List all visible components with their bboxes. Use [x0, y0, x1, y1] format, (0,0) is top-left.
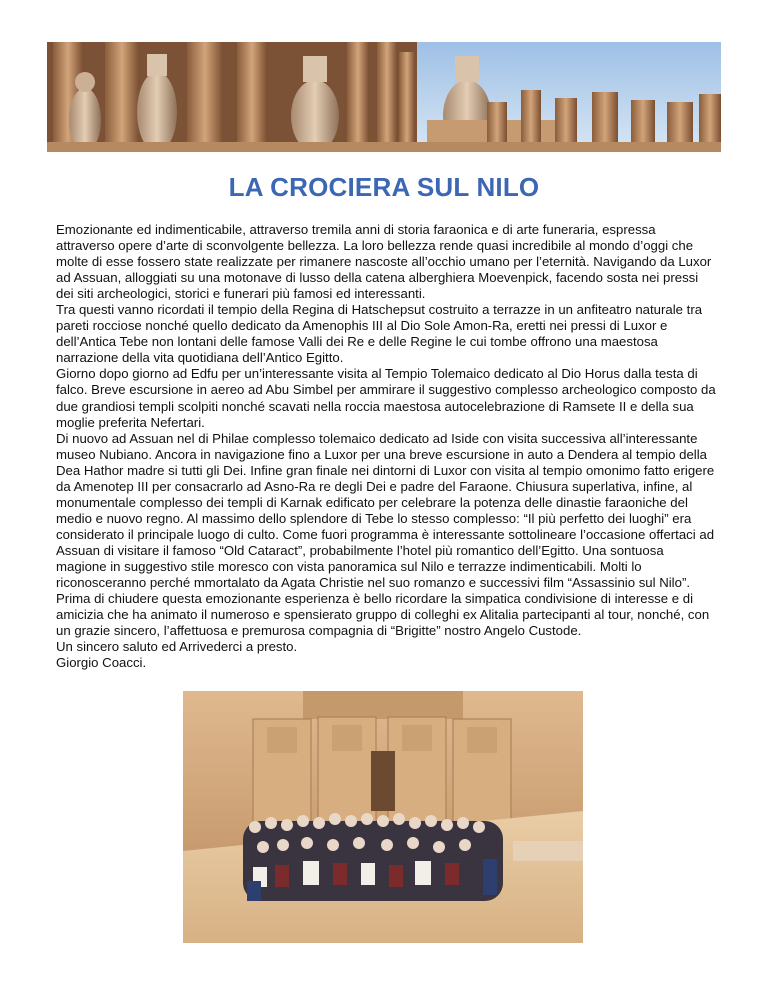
article-paragraph: Prima di chiudere questa emozionante esperienza è bello ricordare la simpatica condivisione di interesse e di amicizia che ha animato il numeroso e spensierato gruppo di colleghi ex Alitalia partecipanti al tour, nonché, con un grazie sincero, l’affettuosa e premurosa compagnia di “Brigitte” nostro Angelo Custode. — [56, 591, 710, 639]
page-title: LA CROCIERA SUL NILO — [228, 172, 540, 202]
group-photo-abu-simbel — [183, 691, 583, 943]
article-paragraph: Giorno dopo giorno ad Edfu per un’interessante visita al Tempio Tolemaico dedicato al Dio Horus dalla testa di falco. Breve escursione in aereo ad Abu Simbel per ammirare il suggestivo complesso archeologico composto da due grandiosi templi scolpiti nonché scavati nella roccia maestosa autocelebrazione di Ramsete II e della sua moglie preferita Nefertari. — [56, 366, 716, 430]
header-banner-image — [47, 42, 721, 152]
article-paragraph: Emozionante ed indimenticabile, attraverso tremila anni di storia faraonica e di arte funeraria, espressa attraverso opere d’arte di sconvolgente bellezza. La loro bellezza rende quasi incredibile al mondo d’oggi che molte di esse fossero state realizzate per rimanere nascoste all’occhio umano per l’eternità. Navigando da Luxor ad Assuan, alloggiati su una motonave di lusso della catena alberghiera Moevenpick, facendo sosta nei pressi dei siti archeologici, storici e funerari più famosi ed interessanti. — [56, 222, 712, 302]
article-body — [56, 222, 716, 671]
author-signature: Giorgio Coacci. — [56, 655, 147, 671]
article-paragraph: Di nuovo ad Assuan nel di Philae complesso tolemaico dedicato ad Iside con visita successiva all’interessante museo Nubiano. Ancora in navigazione fino a Luxor per una breve escursione in auto a Dendera al tempio della Dea Hathor madre si tutti gli Dei. Infine gran finale nei dintorni di Luxor con visita al tempio omonimo fatto erigere da Amenotep III per consacrarlo ad Asno-Ra re degli Dei e padre del Faraone. Chiusura superlativa, infine, al monumentale complesso dei templi di Karnak edificato per celebrare la potenza delle dinastie faraoniche del medio e nuovo regno. Al massimo dello splendore di Tebe lo stesso complesso: “Il più perfetto dei luoghi” era considerato il principale luogo di culto. Come fuori programma è interessante sottolineare l’occasione offertaci ad Assuan di visitare il famoso “Old Cataract”, probabilmente l’hotel più romantico dell’Egitto. Una sontuosa magione in suggestivo stile moresco con vista panoramica sul Nilo e terrazze indimenticabili. Molti lo riconosceranno perché mmortalato da Agata Christie nel suo romanzo e successivi film “Assassinio sul Nilo”. — [56, 430, 715, 591]
closing-greeting: Un sincero saluto ed Arrivederci a presto. — [56, 639, 298, 655]
article-paragraph: Tra questi vanno ricordati il tempio della Regina di Hatschepsut costruito a terrazze in un anfiteatro naturale tra pareti rocciose nonché quello dedicato da Amenophis III al Dio Sole Amon-Ra, eretti nei pressi di Luxor e dell’Antica Tebe non lontani delle famose Valli dei Re e delle Regine le cui tombe offrono una maestosa narrazione della vita quotidiana dell’Antico Egitto. — [56, 302, 703, 366]
